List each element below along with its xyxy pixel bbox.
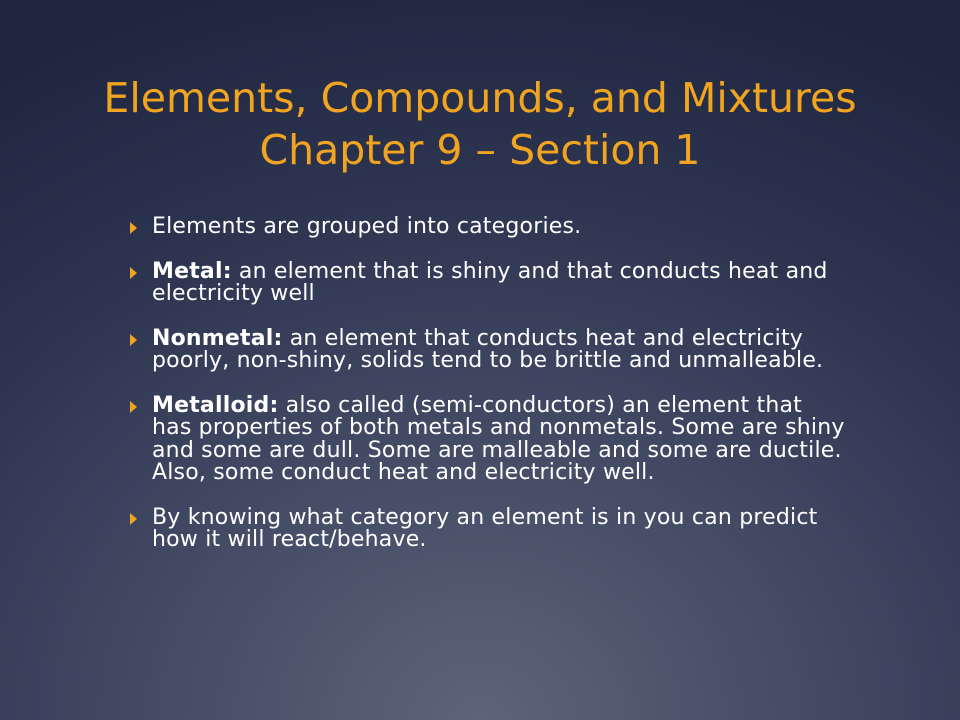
bullet-item — [128, 216, 848, 239]
bullet-item — [128, 392, 848, 485]
triangle-bullet-icon — [130, 267, 137, 279]
bullet-text: Elements are grouped into categories. — [152, 214, 582, 239]
title-line-2: Chapter 9 – Section 1 — [259, 126, 701, 174]
bullet-term: Metalloid — [152, 392, 270, 418]
bullet-term-separator: : — [269, 392, 279, 418]
bullet-text: also called (semi-conductors) an element that has properties of both metals and nonmetals. Some are shiny and some are dull. Some are malleable and some are ductile. Also, some conduct heat and electricity well. — [152, 392, 845, 485]
triangle-bullet-icon — [130, 222, 137, 234]
title-line-1: Elements, Compounds, and Mixtures — [103, 74, 857, 122]
triangle-bullet-icon — [130, 401, 137, 413]
bullet-text: By knowing what category an element is in you can predict how it will react/behave. — [152, 504, 818, 552]
bullet-term: Nonmetal — [152, 325, 274, 351]
bullet-term: Metal — [152, 258, 223, 284]
bullet-text: an element that conducts heat and electricity poorly, non-shiny, solids tend to be brittle and unmalleable. — [152, 325, 824, 373]
bullet-list — [128, 216, 848, 574]
bullet-item — [128, 258, 848, 306]
triangle-bullet-icon — [130, 334, 137, 346]
bullet-term-separator: : — [222, 258, 232, 284]
bullet-text: an element that is shiny and that conducts heat and electricity well — [152, 258, 828, 306]
bullet-item — [128, 504, 848, 552]
bullet-term-separator: : — [273, 325, 283, 351]
triangle-bullet-icon — [130, 513, 137, 525]
bullet-item — [128, 325, 848, 373]
slide-title — [40, 72, 920, 176]
